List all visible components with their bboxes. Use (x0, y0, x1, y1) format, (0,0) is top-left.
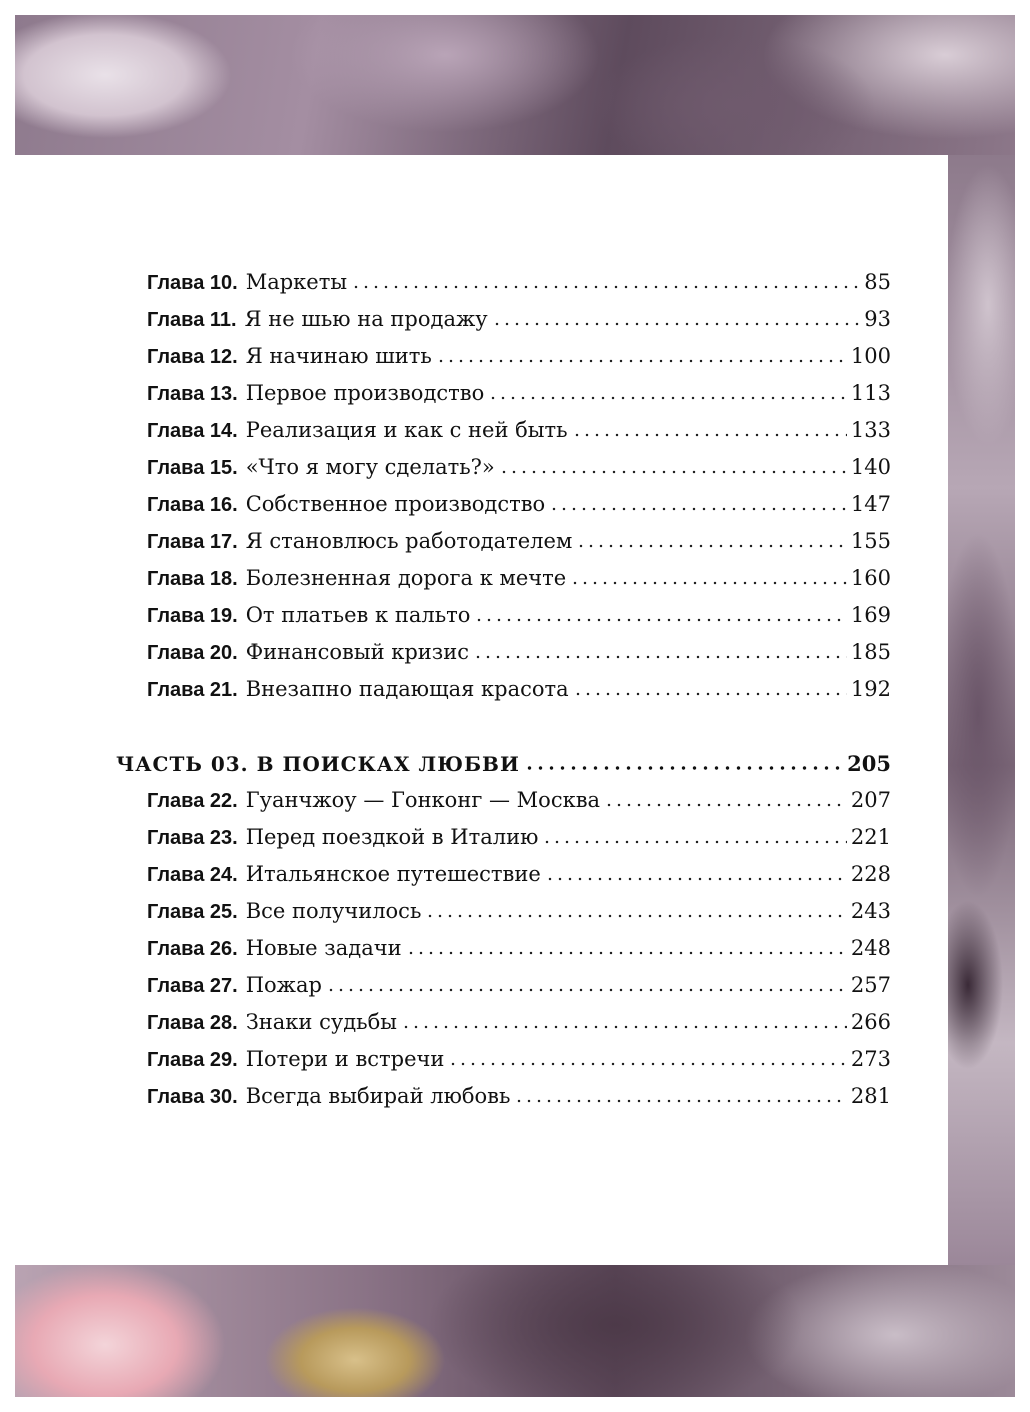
chapter-label: Глава 23. (147, 827, 238, 849)
page-number: 140 (850, 455, 891, 479)
dot-leader (425, 914, 847, 918)
chapter-label: Глава 18. (147, 568, 238, 590)
dot-leader (406, 951, 847, 955)
chapter-label: Глава 17. (147, 531, 238, 553)
toc-entry (147, 492, 891, 517)
dot-leader (604, 803, 847, 807)
dot-leader (448, 1062, 846, 1066)
chapter-label: Глава 15. (147, 457, 238, 479)
chapter-label: Глава 12. (147, 346, 238, 368)
dot-leader (514, 1099, 846, 1103)
chapter-title: Знаки судьбы (245, 1010, 397, 1034)
chapter-title: Болезненная дорога к мечте (245, 566, 567, 590)
chapter-title: Внезапно падающая красота (245, 677, 569, 701)
toc-entry (147, 566, 891, 591)
page-number: 113 (850, 381, 891, 405)
page-number: 248 (850, 936, 891, 960)
chapter-title: Собственное производство (245, 492, 546, 516)
part-title: ЧАСТЬ 03. В ПОИСКАХ ЛЮБВИ (116, 752, 520, 776)
decorative-ink-art-top (15, 15, 1015, 155)
chapter-label: Глава 20. (147, 642, 238, 664)
dot-leader (545, 877, 847, 881)
chapter-label: Глава 10. (147, 272, 238, 294)
toc-entry (147, 603, 891, 628)
page-number: 192 (850, 677, 891, 701)
chapter-title: Я становлюсь работодателем (245, 529, 573, 553)
chapter-label: Глава 28. (147, 1012, 238, 1034)
page-number: 207 (850, 788, 891, 812)
toc-entry (147, 1010, 891, 1035)
toc-entry (147, 381, 891, 406)
dot-leader (549, 507, 847, 511)
chapter-title: Пожар (245, 973, 322, 997)
chapter-title: От платьев к пальто (245, 603, 471, 627)
chapter-title: Я начинаю шить (245, 344, 432, 368)
table-of-contents-page (15, 155, 948, 1265)
dot-leader (499, 470, 847, 474)
toc-entry (147, 788, 891, 813)
toc-entry (147, 455, 891, 480)
toc-entry (147, 270, 891, 295)
page-number: 243 (850, 899, 891, 923)
toc-entry (147, 677, 891, 702)
toc-entry (147, 936, 891, 961)
chapter-title: Реализация и как с ней быть (245, 418, 568, 442)
page-number: 185 (850, 640, 891, 664)
toc-part-heading (116, 751, 891, 776)
chapter-label: Глава 26. (147, 938, 238, 960)
chapter-title: Перед поездкой в Италию (245, 825, 539, 849)
table-of-contents (15, 155, 948, 1265)
toc-entry (147, 973, 891, 998)
dot-leader (524, 766, 843, 770)
dot-leader (542, 840, 847, 844)
chapter-title: Маркеты (245, 270, 348, 294)
toc-entry (147, 1047, 891, 1072)
toc-entry (147, 862, 891, 887)
chapter-title: Всегда выбирай любовь (245, 1084, 511, 1108)
page-number: 160 (850, 566, 891, 590)
decorative-ink-art-bottom (15, 1265, 1015, 1397)
chapter-label: Глава 21. (147, 679, 238, 701)
toc-entry (147, 418, 891, 443)
chapter-label: Глава 11. (147, 309, 237, 331)
dot-leader (436, 359, 847, 363)
chapter-title: «Что я могу сделать?» (245, 455, 495, 479)
chapter-label: Глава 13. (147, 383, 238, 405)
toc-entry (147, 344, 891, 369)
chapter-label: Глава 27. (147, 975, 238, 997)
page-number: 228 (850, 862, 891, 886)
dot-leader (401, 1025, 847, 1029)
dot-leader (488, 396, 847, 400)
chapter-label: Глава 30. (147, 1086, 238, 1108)
chapter-title: Потери и встречи (245, 1047, 445, 1071)
page-number: 133 (850, 418, 891, 442)
chapter-label: Глава 19. (147, 605, 238, 627)
page-number: 281 (850, 1084, 891, 1108)
toc-entry (147, 640, 891, 665)
page-number: 85 (864, 270, 891, 294)
dot-leader (351, 285, 860, 289)
dot-leader (570, 581, 847, 585)
page-number: 93 (864, 307, 891, 331)
dot-leader (573, 692, 847, 696)
dot-leader (572, 433, 847, 437)
toc-entry (147, 899, 891, 924)
page-number: 273 (850, 1047, 891, 1071)
toc-entry (147, 529, 891, 554)
decorative-ink-art-right (948, 155, 1015, 1265)
page-number: 100 (850, 344, 891, 368)
toc-entry (147, 825, 891, 850)
dot-leader (492, 322, 861, 326)
chapter-title: Итальянское путешествие (245, 862, 541, 886)
dot-leader (473, 655, 847, 659)
chapter-title: Финансовый кризис (245, 640, 470, 664)
chapter-label: Глава 25. (147, 901, 238, 923)
page-number: 266 (850, 1010, 891, 1034)
page-number: 155 (850, 529, 891, 553)
chapter-label: Глава 24. (147, 864, 238, 886)
page-number: 257 (850, 973, 891, 997)
chapter-label: Глава 22. (147, 790, 238, 812)
dot-leader (576, 544, 847, 548)
page-number: 205 (847, 751, 891, 776)
chapter-title: Первое производство (245, 381, 485, 405)
chapter-title: Гуанчжоу — Гонконг — Москва (245, 788, 601, 812)
toc-entry (147, 307, 891, 332)
chapter-label: Глава 29. (147, 1049, 238, 1071)
dot-leader (326, 988, 847, 992)
chapter-title: Я не шью на продажу (244, 307, 488, 331)
page-number: 221 (850, 825, 891, 849)
chapter-title: Все получилось (245, 899, 422, 923)
chapter-label: Глава 16. (147, 494, 238, 516)
dot-leader (474, 618, 847, 622)
page-number: 147 (850, 492, 891, 516)
toc-entry (147, 1084, 891, 1109)
chapter-title: Новые задачи (245, 936, 402, 960)
chapter-label: Глава 14. (147, 420, 238, 442)
page-number: 169 (850, 603, 891, 627)
